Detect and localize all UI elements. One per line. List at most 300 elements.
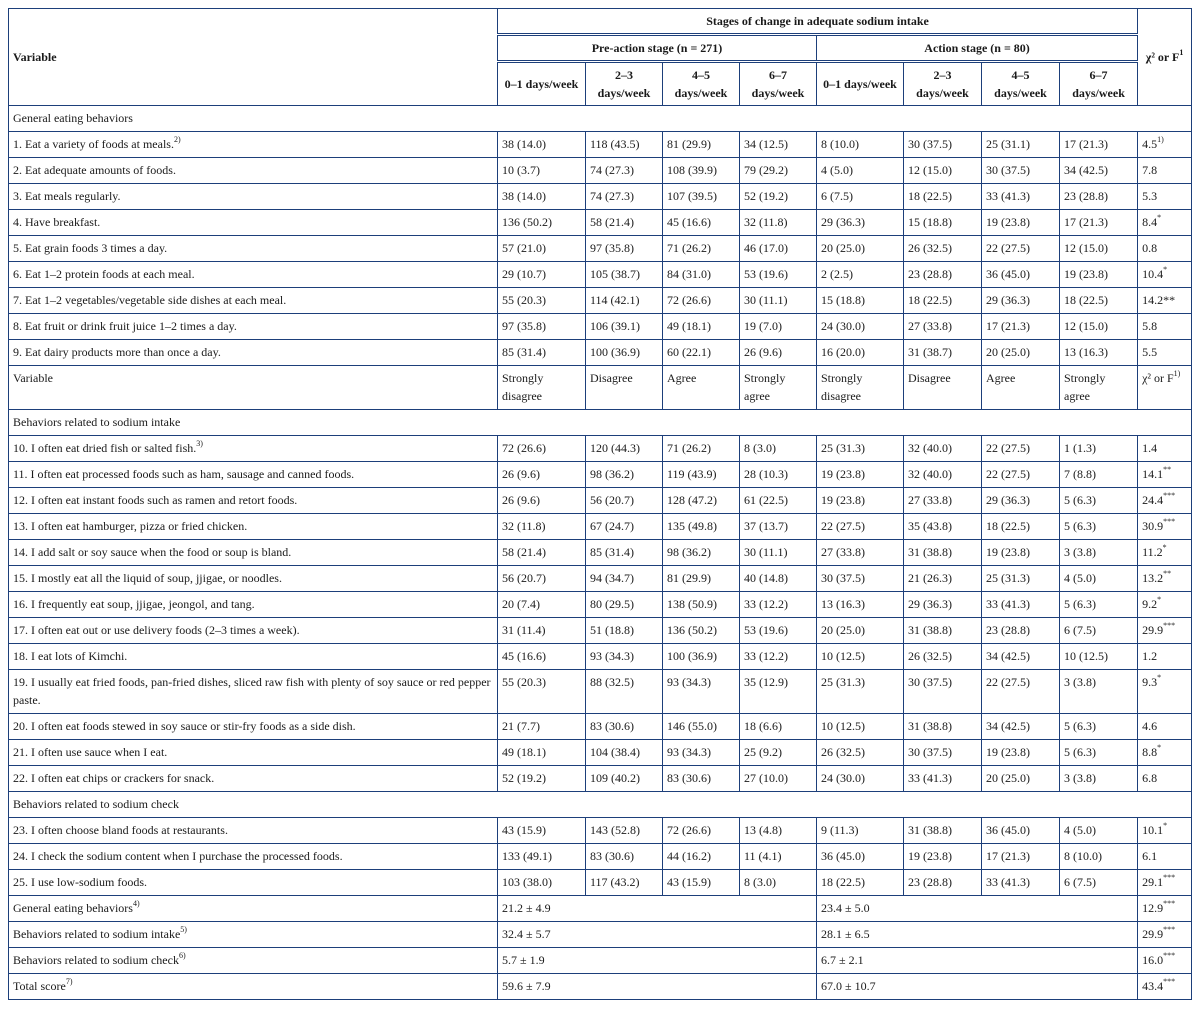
row-label [9, 314, 498, 340]
section-label: Behaviors related to sodium check [9, 792, 1192, 818]
significance-marker: *** [1163, 977, 1176, 986]
row-label-text: 17. I often eat out or use delivery foods (2–3 times a week). [13, 623, 300, 637]
table-cell: 80 (29.5) [586, 592, 663, 618]
table-row [9, 462, 1192, 488]
summary-row [9, 948, 1192, 974]
table-cell: 133 (49.1) [498, 844, 586, 870]
table-cell: 33 (41.3) [982, 870, 1060, 896]
table-cell: 26 (9.6) [498, 488, 586, 514]
table-cell: 12 (15.0) [904, 158, 982, 184]
table-cell: 30 (37.5) [904, 132, 982, 158]
table-cell: 27 (10.0) [740, 766, 817, 792]
table-cell: 30 (37.5) [904, 740, 982, 766]
subheader-scale: Strongly agree [1060, 366, 1138, 410]
subheader-scale: Disagree [904, 366, 982, 410]
stat-value [1138, 974, 1192, 1000]
stat-value-text: 43.4 [1142, 979, 1164, 993]
table-cell: 61 (22.5) [740, 488, 817, 514]
row-label [9, 436, 498, 462]
table-cell: 25 (31.3) [982, 566, 1060, 592]
significance-marker: * [1163, 821, 1168, 830]
table-cell: 83 (30.6) [663, 766, 740, 792]
table-cell: 93 (34.3) [586, 644, 663, 670]
table-cell: 19 (23.8) [982, 210, 1060, 236]
table-cell: 25 (31.3) [817, 670, 904, 714]
table-cell: 6 (7.5) [1060, 870, 1138, 896]
row-label [9, 818, 498, 844]
table-cell: 7 (8.8) [1060, 462, 1138, 488]
table-row [9, 488, 1192, 514]
table-cell: 10 (3.7) [498, 158, 586, 184]
row-label [9, 262, 498, 288]
summary-action: 67.0 ± 10.7 [817, 974, 1138, 1000]
table-row [9, 844, 1192, 870]
table-cell: 15 (18.8) [817, 288, 904, 314]
significance-marker: *** [1163, 899, 1176, 908]
table-cell: 6 (7.5) [817, 184, 904, 210]
table-cell: 105 (38.7) [586, 262, 663, 288]
table-cell: 2 (2.5) [817, 262, 904, 288]
table-cell: 26 (9.6) [740, 340, 817, 366]
table-cell: 143 (52.8) [586, 818, 663, 844]
row-label-text: Behaviors related to sodium intake [13, 927, 181, 941]
table-cell: 5 (6.3) [1060, 488, 1138, 514]
stat-value-text: 6.8 [1142, 771, 1158, 785]
table-cell: 8 (10.0) [1060, 844, 1138, 870]
table-cell: 72 (26.6) [663, 288, 740, 314]
table-cell: 67 (24.7) [586, 514, 663, 540]
table-cell: 43 (15.9) [663, 870, 740, 896]
table-cell: 1 (1.3) [1060, 436, 1138, 462]
table-cell: 33 (41.3) [982, 592, 1060, 618]
stat-value-text: 11.2 [1142, 545, 1163, 559]
table-cell: 24 (30.0) [817, 314, 904, 340]
stat-value [1138, 132, 1192, 158]
row-label [9, 922, 498, 948]
table-cell: 108 (39.9) [663, 158, 740, 184]
table-cell: 26 (32.5) [904, 236, 982, 262]
table-row [9, 818, 1192, 844]
table-cell: 5 (6.3) [1060, 740, 1138, 766]
table-row [9, 132, 1192, 158]
table-cell: 9 (11.3) [817, 818, 904, 844]
table-cell: 20 (25.0) [982, 766, 1060, 792]
stat-value-text: 9.3 [1142, 675, 1158, 689]
summary-row [9, 896, 1192, 922]
stat-value-text: 10.4 [1142, 267, 1164, 281]
table-cell: 5 (6.3) [1060, 514, 1138, 540]
table-cell: 107 (39.5) [663, 184, 740, 210]
table-cell: 51 (18.8) [586, 618, 663, 644]
table-cell: 55 (20.3) [498, 288, 586, 314]
row-label-text: 15. I mostly eat all the liquid of soup, jjigae, or noodles. [13, 571, 282, 585]
stat-value [1138, 618, 1192, 644]
table-cell: 120 (44.3) [586, 436, 663, 462]
table-row [9, 436, 1192, 462]
row-label [9, 644, 498, 670]
table-cell: 21 (26.3) [904, 566, 982, 592]
table-cell: 32 (40.0) [904, 436, 982, 462]
table-cell: 103 (38.0) [498, 870, 586, 896]
table-container [8, 8, 1191, 1000]
row-label-text: 1. Eat a variety of foods at meals. [13, 137, 174, 151]
row-label [9, 210, 498, 236]
row-label-text: 5. Eat grain foods 3 times a day. [13, 241, 168, 255]
table-cell: 40 (14.8) [740, 566, 817, 592]
table-cell: 53 (19.6) [740, 262, 817, 288]
summary-pre-action: 59.6 ± 7.9 [498, 974, 817, 1000]
row-label [9, 896, 498, 922]
table-row [9, 262, 1192, 288]
table-cell: 22 (27.5) [982, 436, 1060, 462]
row-label [9, 158, 498, 184]
table-cell: 29 (10.7) [498, 262, 586, 288]
row-label-text: 23. I often choose bland foods at restaurants. [13, 823, 228, 837]
row-label [9, 288, 498, 314]
row-label-text: 25. I use low-sodium foods. [13, 875, 147, 889]
table-cell: 19 (7.0) [740, 314, 817, 340]
table-cell: 32 (11.8) [498, 514, 586, 540]
table-cell: 13 (4.8) [740, 818, 817, 844]
significance-marker: *** [1163, 925, 1176, 934]
table-cell: 4 (5.0) [1060, 818, 1138, 844]
table-cell: 19 (23.8) [982, 740, 1060, 766]
row-label [9, 766, 498, 792]
significance-marker: * [1157, 673, 1162, 682]
stat-value [1138, 566, 1192, 592]
table-cell: 29 (36.3) [904, 592, 982, 618]
row-label-text: 24. I check the sodium content when I purchase the processed foods. [13, 849, 343, 863]
stat-value-text: 5.8 [1142, 319, 1158, 333]
table-cell: 117 (43.2) [586, 870, 663, 896]
row-label [9, 566, 498, 592]
table-cell: 84 (31.0) [663, 262, 740, 288]
table-cell: 24 (30.0) [817, 766, 904, 792]
significance-marker: 1) [1157, 135, 1164, 144]
table-row [9, 670, 1192, 714]
stat-value-text: 29.9 [1142, 927, 1164, 941]
table-cell: 38 (14.0) [498, 184, 586, 210]
significance-marker: *** [1163, 491, 1176, 500]
row-label [9, 592, 498, 618]
significance-marker: *** [1163, 621, 1176, 630]
stat-value-text: 30.9 [1142, 519, 1164, 533]
table-cell: 19 (23.8) [817, 462, 904, 488]
table-row [9, 740, 1192, 766]
table-row [9, 566, 1192, 592]
row-label [9, 844, 498, 870]
table-cell: 30 (11.1) [740, 288, 817, 314]
table-cell: 17 (21.3) [1060, 132, 1138, 158]
table-cell: 29 (36.3) [982, 288, 1060, 314]
stat-value-text: 14.2** [1142, 293, 1176, 307]
significance-marker: * [1162, 543, 1167, 552]
table-row [9, 184, 1192, 210]
subheader-scale: Strongly disagree [498, 366, 586, 410]
table-cell: 29 (36.3) [817, 210, 904, 236]
header-variable: Variable [9, 9, 498, 106]
table-cell: 18 (22.5) [817, 870, 904, 896]
table-cell: 97 (35.8) [586, 236, 663, 262]
section-label: Behaviors related to sodium intake [9, 410, 1192, 436]
table-cell: 35 (12.9) [740, 670, 817, 714]
table-cell: 135 (49.8) [663, 514, 740, 540]
stat-value-text: 4.5 [1142, 137, 1158, 151]
stat-value [1138, 514, 1192, 540]
table-body [9, 106, 1192, 1000]
table-cell: 71 (26.2) [663, 436, 740, 462]
row-label [9, 340, 498, 366]
table-cell: 34 (42.5) [1060, 158, 1138, 184]
row-label [9, 870, 498, 896]
table-cell: 38 (14.0) [498, 132, 586, 158]
table-cell: 81 (29.9) [663, 132, 740, 158]
table-cell: 83 (30.6) [586, 714, 663, 740]
stat-value [1138, 644, 1192, 670]
table-cell: 72 (26.6) [498, 436, 586, 462]
table-cell: 18 (22.5) [904, 184, 982, 210]
row-label-text: 3. Eat meals regularly. [13, 189, 121, 203]
footnote-marker: 7) [65, 977, 73, 986]
footnote-marker: 3) [196, 439, 203, 448]
table-cell: 88 (32.5) [586, 670, 663, 714]
summary-pre-action: 5.7 ± 1.9 [498, 948, 817, 974]
table-cell: 4 (5.0) [817, 158, 904, 184]
significance-marker: *** [1163, 517, 1176, 526]
row-label [9, 714, 498, 740]
table-cell: 27 (33.8) [904, 488, 982, 514]
table-cell: 18 (22.5) [904, 288, 982, 314]
row-label [9, 236, 498, 262]
stat-value [1138, 436, 1192, 462]
table-cell: 21 (7.7) [498, 714, 586, 740]
summary-row [9, 974, 1192, 1000]
header-frequency: 4–5 days/week [663, 62, 740, 106]
table-cell: 71 (26.2) [663, 236, 740, 262]
row-label-text: 12. I often eat instant foods such as ramen and retort foods. [13, 493, 298, 507]
table-cell: 31 (38.7) [904, 340, 982, 366]
table-cell: 10 (12.5) [1060, 644, 1138, 670]
stat-value [1138, 740, 1192, 766]
table-cell: 34 (42.5) [982, 714, 1060, 740]
stat-value-text: 8.8 [1142, 745, 1158, 759]
stat-value [1138, 158, 1192, 184]
row-label [9, 540, 498, 566]
table-cell: 81 (29.9) [663, 566, 740, 592]
stat-value-text: 24.4 [1142, 493, 1164, 507]
row-label [9, 462, 498, 488]
table-cell: 58 (21.4) [498, 540, 586, 566]
row-label [9, 184, 498, 210]
footnote-marker: 2) [173, 135, 181, 144]
row-label-text: 18. I eat lots of Kimchi. [13, 649, 128, 663]
table-cell: 119 (43.9) [663, 462, 740, 488]
table-cell: 25 (31.3) [817, 436, 904, 462]
table-cell: 22 (27.5) [982, 236, 1060, 262]
table-row [9, 714, 1192, 740]
table-cell: 23 (28.8) [904, 262, 982, 288]
stat-value-text: 29.1 [1142, 875, 1164, 889]
table-cell: 85 (31.4) [586, 540, 663, 566]
stat-value [1138, 262, 1192, 288]
table-cell: 13 (16.3) [817, 592, 904, 618]
table-cell: 30 (37.5) [982, 158, 1060, 184]
stat-value [1138, 922, 1192, 948]
table-cell: 12 (15.0) [1060, 314, 1138, 340]
table-cell: 18 (22.5) [982, 514, 1060, 540]
stat-value-text: 14.1 [1142, 467, 1164, 481]
header-chi-square: χ² or $F^1$ [1138, 9, 1192, 106]
table-cell: 33 (12.2) [740, 592, 817, 618]
table-cell: 19 (23.8) [904, 844, 982, 870]
table-cell: 13 (16.3) [1060, 340, 1138, 366]
subheader-scale: Agree [982, 366, 1060, 410]
row-label-text: 9. Eat dairy products more than once a day. [13, 345, 221, 359]
table-cell: 85 (31.4) [498, 340, 586, 366]
stat-value [1138, 896, 1192, 922]
table-cell: 27 (33.8) [904, 314, 982, 340]
table-cell: 34 (12.5) [740, 132, 817, 158]
table-cell: 93 (34.3) [663, 740, 740, 766]
row-label-text: 10. I often eat dried fish or salted fish. [13, 441, 197, 455]
significance-marker: * [1163, 265, 1168, 274]
table-cell: 8 (3.0) [740, 436, 817, 462]
row-label [9, 740, 498, 766]
table-row [9, 766, 1192, 792]
table-row [9, 210, 1192, 236]
subheader-scale: Strongly agree [740, 366, 817, 410]
table-cell: 23 (28.8) [1060, 184, 1138, 210]
table-cell: 3 (3.8) [1060, 766, 1138, 792]
section-sodium-intake [9, 410, 1192, 436]
table-cell: 25 (9.2) [740, 740, 817, 766]
row-label-text: 11. I often eat processed foods such as ham, sausage and canned foods. [13, 467, 355, 481]
table-cell: 106 (39.1) [586, 314, 663, 340]
subheader-stat-text: χ² or F [1142, 371, 1174, 385]
row-label [9, 488, 498, 514]
row-label-text: 6. Eat 1–2 protein foods at each meal. [13, 267, 195, 281]
table-cell: 79 (29.2) [740, 158, 817, 184]
stat-value [1138, 340, 1192, 366]
footnote-marker: 1) [1173, 369, 1181, 378]
row-label-text: 21. I often use sauce when I eat. [13, 745, 168, 759]
table-cell: 55 (20.3) [498, 670, 586, 714]
table-cell: 114 (42.1) [586, 288, 663, 314]
table-cell: 35 (43.8) [904, 514, 982, 540]
subheader-scale: Strongly disagree [817, 366, 904, 410]
row-label-text: 4. Have breakfast. [13, 215, 101, 229]
table-cell: 44 (16.2) [663, 844, 740, 870]
table-cell: 25 (31.1) [982, 132, 1060, 158]
table-cell: 29 (36.3) [982, 488, 1060, 514]
table-row [9, 340, 1192, 366]
subheader-scale: Agree [663, 366, 740, 410]
row-label-text: 7. Eat 1–2 vegetables/vegetable side dishes at each meal. [13, 293, 287, 307]
summary-action: 28.1 ± 6.5 [817, 922, 1138, 948]
table-cell: 16 (20.0) [817, 340, 904, 366]
table-cell: 20 (25.0) [982, 340, 1060, 366]
row-label-text: 2. Eat adequate amounts of foods. [13, 163, 176, 177]
section-sodium-check [9, 792, 1192, 818]
table-cell: 31 (38.8) [904, 540, 982, 566]
subheader-stat [1138, 366, 1192, 410]
subheader-variable: Variable [9, 366, 498, 410]
table-cell: 3 (3.8) [1060, 540, 1138, 566]
table-cell: 22 (27.5) [982, 462, 1060, 488]
table-cell: 72 (26.6) [663, 818, 740, 844]
table-cell: 43 (15.9) [498, 818, 586, 844]
table-cell: 100 (36.9) [663, 644, 740, 670]
table-cell: 146 (55.0) [663, 714, 740, 740]
table-cell: 19 (23.8) [1060, 262, 1138, 288]
table-cell: 3 (3.8) [1060, 670, 1138, 714]
table-cell: 26 (9.6) [498, 462, 586, 488]
section-general-eating [9, 106, 1192, 132]
table-cell: 33 (12.2) [740, 644, 817, 670]
table-cell: 5 (6.3) [1060, 714, 1138, 740]
table-cell: 20 (25.0) [817, 618, 904, 644]
table-cell: 104 (38.4) [586, 740, 663, 766]
table-cell: 53 (19.6) [740, 618, 817, 644]
stat-value [1138, 592, 1192, 618]
table-cell: 74 (27.3) [586, 158, 663, 184]
table-cell: 6 (7.5) [1060, 618, 1138, 644]
footnote-marker: 6) [178, 951, 186, 960]
table-cell: 60 (22.1) [663, 340, 740, 366]
stat-value [1138, 462, 1192, 488]
stat-value [1138, 210, 1192, 236]
sodium-behavior-table [8, 8, 1192, 1000]
header-frequency: 6–7 days/week [1060, 62, 1138, 106]
table-cell: 98 (36.2) [663, 540, 740, 566]
stat-value [1138, 236, 1192, 262]
summary-action: 6.7 ± 2.1 [817, 948, 1138, 974]
table-row [9, 514, 1192, 540]
table-cell: 32 (40.0) [904, 462, 982, 488]
header-frequency: 0–1 days/week [498, 62, 586, 106]
section-label: General eating behaviors [9, 106, 1192, 132]
table-cell: 57 (21.0) [498, 236, 586, 262]
table-row [9, 540, 1192, 566]
row-label-text: 19. I usually eat fried foods, pan-fried dishes, sliced raw fish with plenty of soy sauce or red pepper paste. [13, 675, 491, 707]
table-cell: 5 (6.3) [1060, 592, 1138, 618]
table-row [9, 870, 1192, 896]
table-cell: 4 (5.0) [1060, 566, 1138, 592]
table-cell: 49 (18.1) [663, 314, 740, 340]
header-frequency: 4–5 days/week [982, 62, 1060, 106]
stat-value-text: 6.1 [1142, 849, 1158, 863]
table-cell: 27 (33.8) [817, 540, 904, 566]
table-cell: 17 (21.3) [1060, 210, 1138, 236]
stat-value [1138, 540, 1192, 566]
row-label [9, 948, 498, 974]
table-cell: 10 (12.5) [817, 714, 904, 740]
significance-marker: * [1157, 213, 1162, 222]
row-label-text: 22. I often eat chips or crackers for snack. [13, 771, 215, 785]
table-cell: 34 (42.5) [982, 644, 1060, 670]
table-cell: 58 (21.4) [586, 210, 663, 236]
stat-value-text: 10.1 [1142, 823, 1164, 837]
table-cell: 10 (12.5) [817, 644, 904, 670]
stat-value-text: 5.3 [1142, 189, 1158, 203]
table-cell: 52 (19.2) [740, 184, 817, 210]
table-cell: 37 (13.7) [740, 514, 817, 540]
footnote-marker: 4) [132, 899, 140, 908]
table-cell: 97 (35.8) [498, 314, 586, 340]
table-cell: 22 (27.5) [817, 514, 904, 540]
table-cell: 128 (47.2) [663, 488, 740, 514]
table-cell: 32 (11.8) [740, 210, 817, 236]
